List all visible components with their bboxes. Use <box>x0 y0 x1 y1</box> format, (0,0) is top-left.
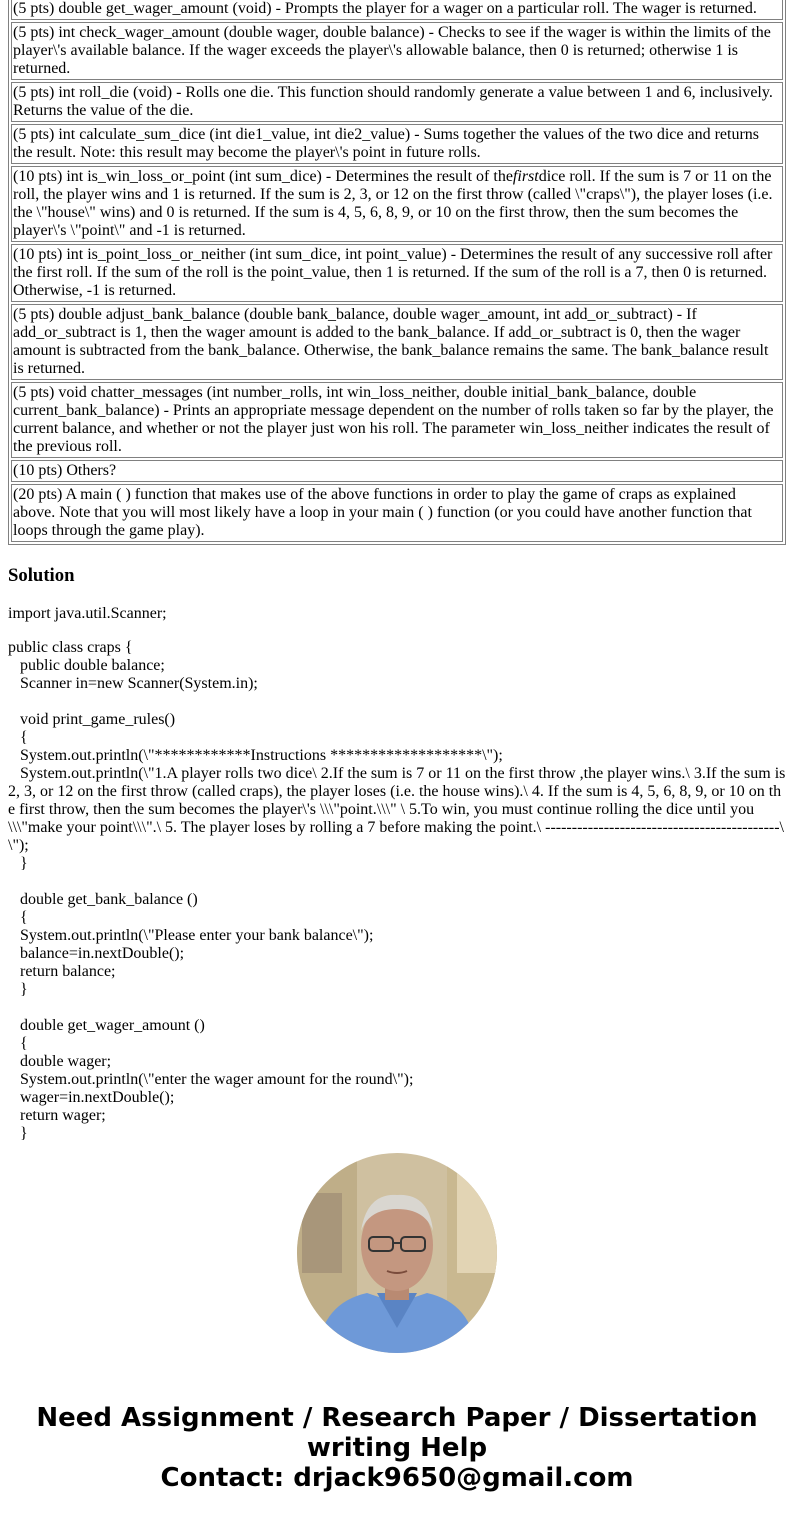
requirement-cell: (5 pts) double adjust_bank_balance (double bank_balance, double wager_amount, int add_or_subtract) - If add_or_subtract is 1, then the wager amount is added to the bank_balance. If add_or_subtract is 0, then the wager amount is subtracted from the bank_balance. Otherwise, the bank_balance remains the same. The bank_balance result is returned. <box>11 304 783 380</box>
requirement-cell: (5 pts) double get_wager_amount (void) - Prompts the player for a wager on a particular roll. The wager is returned. <box>11 0 783 20</box>
requirement-cell: (5 pts) void chatter_messages (int number_rolls, int win_loss_neither, double initial_bank_balance, double current_bank_balance) - Prints an appropriate message dependent on the number of rolls taken so far by the player, the current balance, and whether or not the player just won his roll. The parameter win_loss_neither indicates the result of the previous roll. <box>11 382 783 458</box>
author-avatar <box>297 1153 497 1353</box>
requirement-row <box>11 244 783 302</box>
requirement-row <box>11 166 783 242</box>
requirement-cell: (20 pts) A main ( ) function that makes use of the above functions in order to play the game of craps as explained above. Note that you will most likely have a loop in your main ( ) function (or you could have another function that loops through the game play). <box>11 484 783 542</box>
requirement-row <box>11 22 783 80</box>
promo-line-1: Need Assignment / Research Paper / Dissertation <box>36 1403 758 1433</box>
requirement-cell: (5 pts) int roll_die (void) - Rolls one die. This function should randomly generate a value between 1 and 6, inclusively. Returns the value of the die. <box>11 82 783 122</box>
requirement-row <box>11 0 783 20</box>
requirements-table-body <box>11 0 783 542</box>
promo-banner <box>0 1403 794 1493</box>
requirement-cell <box>11 166 783 242</box>
requirement-cell: (5 pts) int calculate_sum_dice (int die1_value, int die2_value) - Sums together the values of the two dice and returns the result. Note: this result may become the player\'s point in future rolls. <box>11 124 783 164</box>
requirement-cell: (10 pts) int is_point_loss_or_neither (int sum_dice, int point_value) - Determines the result of any successive roll after the first roll. If the sum of the roll is the point_value, then 1 is returned. If the sum of the roll is a 7, then 0 is returned. Otherwise, -1 is returned. <box>11 244 783 302</box>
code-block: public class craps { public double balance; Scanner in=new Scanner(System.in); void print_game_rules() { System.out.println(\"************Instructions *******************\"); System.out.println(\"1.A player rolls two dice\ 2.If the sum is 7 or 11 on the first throw ,the player wins.\ 3.If the sum is 2, 3, or 12 on the first throw (called craps), the player loses (i.e. the house wins).\ 4. If the sum is 4, 5, 6, 8, 9, or 10 on the first throw, then the sum becomes the player\'s \\\"point.\\\" \ 5.To win, you must continue rolling the dice until you \\\"make your point\\\".\ 5. The player loses by rolling a 7 before making the point.\ --------------------------------------------\ \"); } double get_bank_balance () { System.out.println(\"Please enter your bank balance\"); balance=in.nextDouble(); return balance; } double get_wager_amount () { double wager; System.out.println(\"enter the wager amount for the round\"); wager=in.nextDouble(); return wager; } <box>8 639 786 1142</box>
requirement-text-before: (10 pts) int is_win_loss_or_point (int sum_dice) - Determines the result of the <box>13 168 513 185</box>
promo-line-2: writing Help <box>306 1433 488 1463</box>
requirement-row <box>11 382 783 458</box>
requirement-cell: (5 pts) int check_wager_amount (double wager, double balance) - Checks to see if the wager is within the limits of the player\'s available balance. If the wager exceeds the player\'s allowable balance, then 0 is returned; otherwise 1 is returned. <box>11 22 783 80</box>
code-import-line: import java.util.Scanner; <box>8 605 167 622</box>
requirement-cell: (10 pts) Others? <box>11 460 783 482</box>
requirement-text-after: dice roll. If the sum is 7 or 11 on the roll, the player wins and 1 is returned. If the sum is 2, 3, or 12 on the first throw (called \"craps\"), the player loses (i.e. the \"house\" wins) and 0 is returned. If the sum is 4, 5, 6, 8, 9, or 10 on the first throw, then the sum becomes the player\'s \"point\" and -1 is returned. <box>13 168 773 239</box>
requirements-table <box>8 0 786 545</box>
author-photo-image <box>297 1153 497 1353</box>
requirement-row <box>11 460 783 482</box>
requirement-row <box>11 484 783 542</box>
requirement-emphasis: first <box>512 168 539 185</box>
requirement-row <box>11 304 783 380</box>
requirement-row <box>11 124 783 164</box>
requirement-row <box>11 82 783 122</box>
promo-contact: Contact: drjack9650@gmail.com <box>160 1463 634 1493</box>
solution-heading: Solution <box>8 565 75 586</box>
document-content <box>8 0 786 1143</box>
